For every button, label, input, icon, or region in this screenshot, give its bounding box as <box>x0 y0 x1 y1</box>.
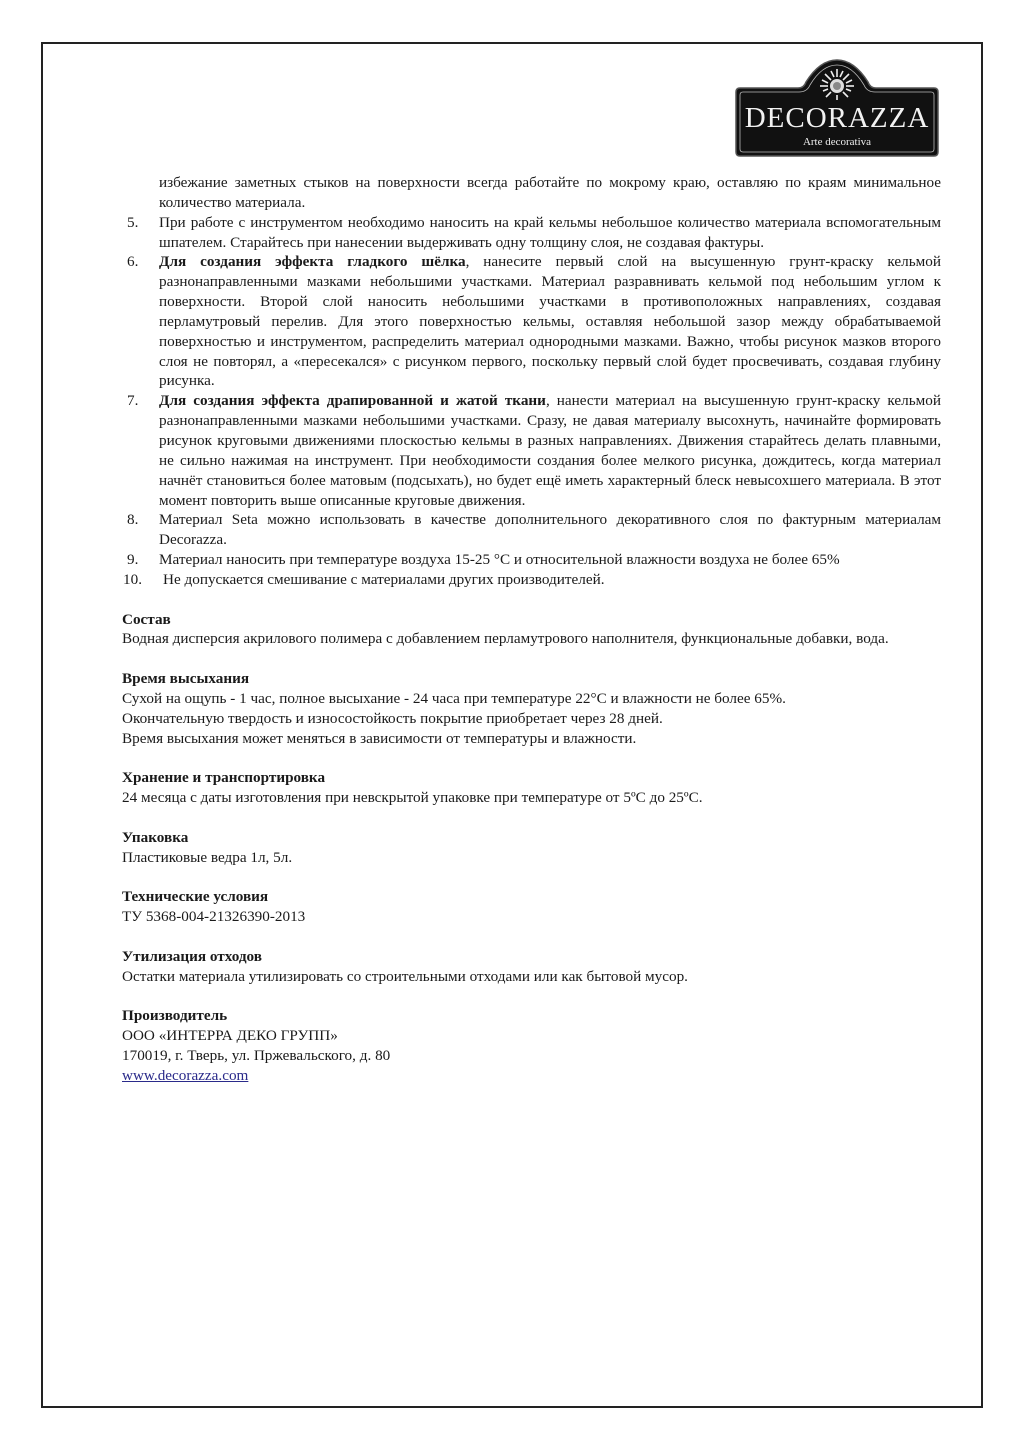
list-item-text: , нанесите первый слой на высушенную грунт-краску кельмой разнонаправленными мазками небольшими участками. Материал разравнивать кельмой под небольшим углом к поверхности. Второй слой наносить небольшими участками в противоположных направлениях, создавая перламутровый перелив. Для этого поверхностью кельмы, оставляя небольшой зазор между обрабатываемой поверхностью и инструментом, распределить материал однородными мазками. Важно, чтобы рисунок мазков второго слоя не повторял, а «пересекался» с рисунком первого, поскольку первый слой будет просвечивать, создавая глубину рисунка. <box>159 253 941 390</box>
manufacturer-name: ООО «ИНТЕРРА ДЕКО ГРУПП» <box>122 1027 338 1045</box>
list-item-continuation <box>122 173 941 213</box>
list-item-text: Не допускается смешивание с материалами других производителей. <box>163 570 605 588</box>
list-number: 7. <box>127 392 139 410</box>
section-composition <box>122 610 941 650</box>
list-number: 10. <box>123 570 142 588</box>
list-item-bold-lead: Для создания эффекта драпированной и жатой ткани <box>159 392 546 410</box>
section-text: Время высыхания может меняться в зависимости от температуры и влажности. <box>122 729 637 747</box>
list-item-9 <box>122 550 941 570</box>
logo-tagline: Arte decorativa <box>802 136 872 148</box>
section-packaging <box>122 828 941 868</box>
list-number: 9. <box>127 551 139 569</box>
website-link[interactable]: www.decorazza.com <box>122 1066 249 1084</box>
section-manufacturer <box>122 1006 941 1085</box>
list-number: 8. <box>127 511 139 529</box>
section-title: Утилизация отходов <box>122 947 262 965</box>
section-text: 24 месяца с даты изготовления при невскрытой упаковке при температуре от 5ºС до 25ºС. <box>122 789 703 807</box>
section-title: Состав <box>122 610 171 628</box>
section-title: Технические условия <box>122 888 269 906</box>
section-disposal <box>122 947 941 987</box>
list-item-8 <box>122 510 941 550</box>
section-text: Водная дисперсия акрилового полимера с добавлением перламутрового наполнителя, функциональные добавки, вода. <box>122 630 889 648</box>
section-text: Окончательную твердость и износостойкость покрытие приобретает через 28 дней. <box>122 709 663 727</box>
section-text: Сухой на ощупь - 1 час, полное высыхание - 24 часа при температуре 22°С и влажности не более 65%. <box>122 689 786 707</box>
section-drying-time <box>122 669 941 748</box>
section-title: Время высыхания <box>122 670 250 688</box>
list-item-7 <box>122 391 941 510</box>
section-title: Хранение и транспортировка <box>122 769 326 787</box>
list-item-text: Материал наносить при температуре воздуха 15-25 °С и относительной влажности воздуха не более 65% <box>159 551 840 569</box>
section-title: Производитель <box>122 1007 228 1025</box>
section-title: Упаковка <box>122 828 189 846</box>
logo-brand-text: DECORAZZA <box>744 102 930 134</box>
section-storage <box>122 768 941 808</box>
list-item-10 <box>122 570 941 590</box>
brand-logo <box>734 58 940 158</box>
list-item-text: Материал Seta можно использовать в качестве дополнительного декоративного слоя по фактурным материалам Decorazza. <box>159 511 941 549</box>
section-text: ТУ 5368-004-21326390-2013 <box>122 908 306 926</box>
list-number: 5. <box>127 213 139 231</box>
section-text: Пластиковые ведра 1л, 5л. <box>122 848 293 866</box>
section-technical-specs <box>122 887 941 927</box>
manufacturer-address: 170019, г. Тверь, ул. Пржевальского, д. 80 <box>122 1047 391 1065</box>
list-item-bold-lead: Для создания эффекта гладкого шёлка <box>159 253 466 271</box>
list-item-text: При работе с инструментом необходимо наносить на край кельмы небольшое количество материала вспомогательным шпателем. Старайтесь при нанесении выдерживать одну толщину слоя, не создавая фактуры. <box>159 213 941 251</box>
document-body <box>122 173 941 1086</box>
list-item-6 <box>122 252 941 391</box>
list-number: 6. <box>127 253 139 271</box>
list-item-5 <box>122 213 941 253</box>
list-item-text: , нанести материал на высушенную грунт-краску кельмой разнонаправленными мазками небольшими участками. Сразу, не давая материалу высохнуть, начинайте формировать рисунок круговыми движениями плоскостью кельмы в разных направлениях. Движения старайтесь делать плавными, не сильно нажимая на инструмент. При необходимости создания более мелкого рисунка, дождитесь, когда материал начнёт становиться более матовым (подсыхать), но будет ещё иметь характерный блеск невысохшего материала. В этот момент повторить выше описанные круговые движения. <box>159 392 941 509</box>
list-item-text: избежание заметных стыков на поверхности всегда работайте по мокрому краю, оставляю по краям минимальное количество материала. <box>159 174 941 211</box>
section-text: Остатки материала утилизировать со строительными отходами или как бытовой мусор. <box>122 967 688 985</box>
